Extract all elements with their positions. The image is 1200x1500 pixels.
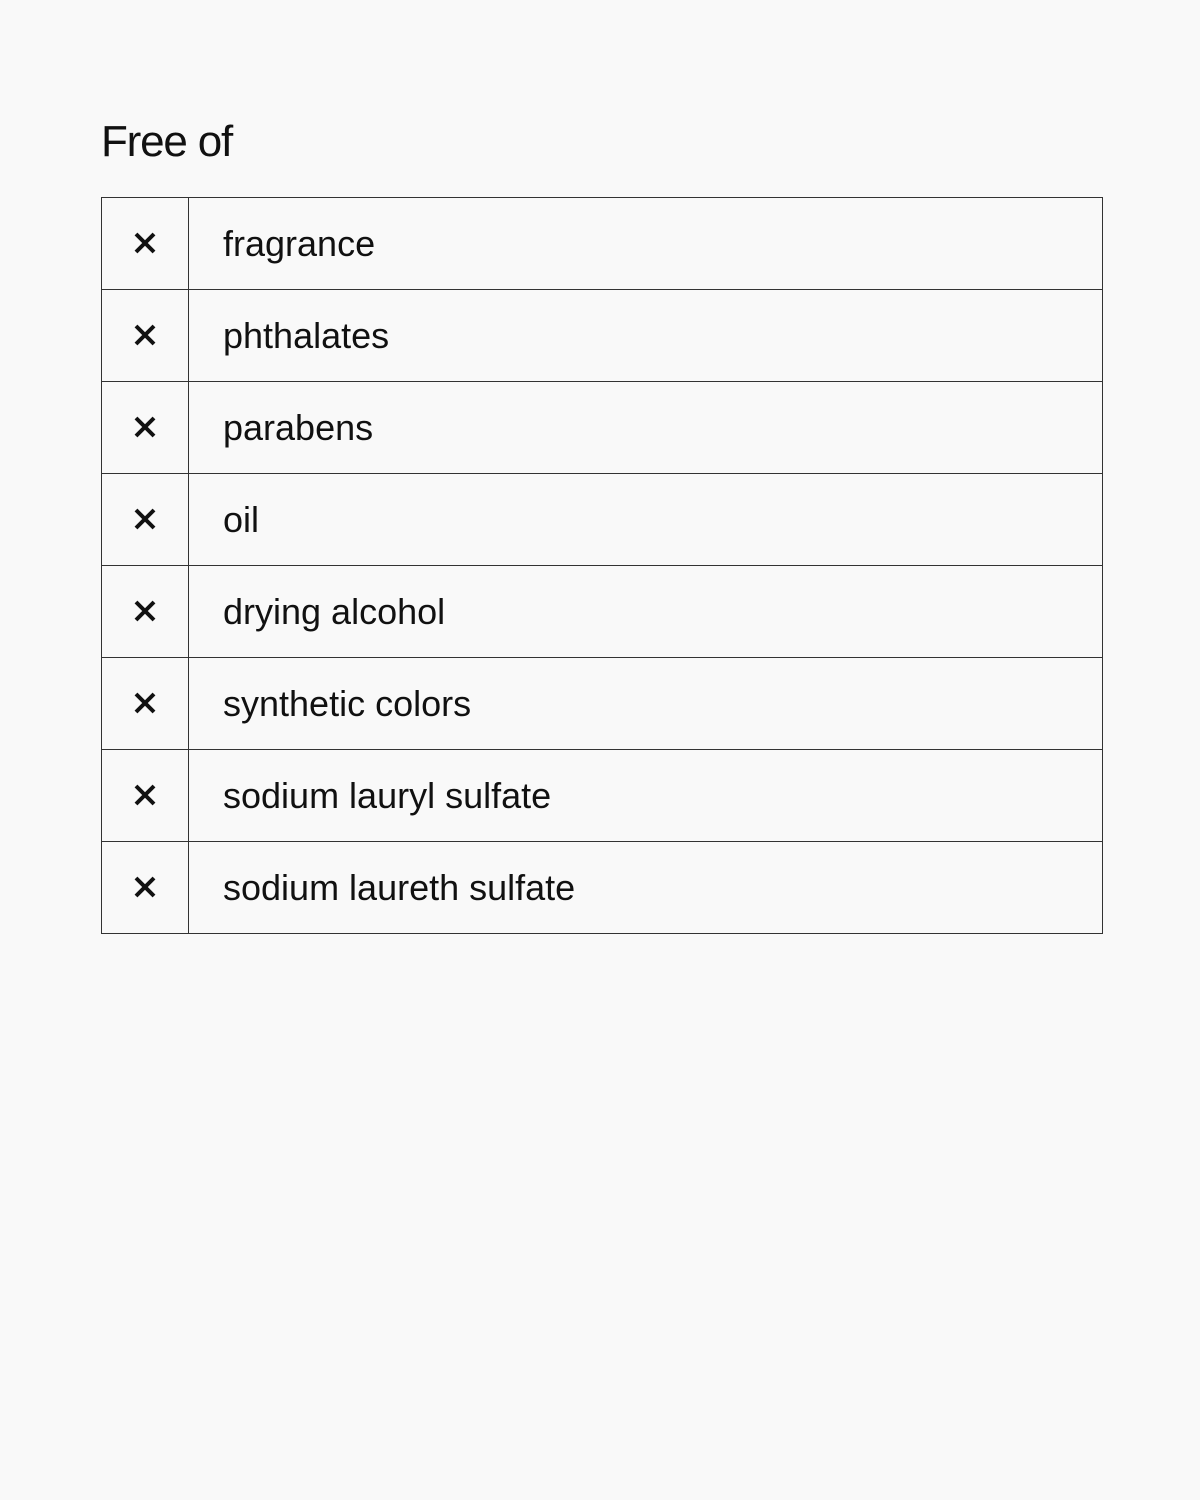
mark-cell [102,750,189,842]
mark-cell [102,842,189,934]
list-item [102,658,1103,750]
list-item [102,290,1103,382]
item-label: phthalates [189,290,1103,382]
list-item [102,566,1103,658]
list-item [102,198,1103,290]
item-label: synthetic colors [189,658,1103,750]
mark-cell [102,658,189,750]
list-item [102,382,1103,474]
x-mark-icon [133,875,157,899]
page-title: Free of [101,117,232,166]
x-mark-icon [133,323,157,347]
x-mark-icon [133,231,157,255]
mark-cell [102,474,189,566]
mark-cell [102,290,189,382]
x-mark-icon [133,415,157,439]
item-label: sodium lauryl sulfate [189,750,1103,842]
mark-cell [102,566,189,658]
x-mark-icon [133,507,157,531]
x-mark-icon [133,783,157,807]
mark-cell [102,198,189,290]
item-label: drying alcohol [189,566,1103,658]
item-label: oil [189,474,1103,566]
item-label: sodium laureth sulfate [189,842,1103,934]
free-of-list [102,198,1103,934]
mark-cell [102,382,189,474]
x-mark-icon [133,691,157,715]
item-label: parabens [189,382,1103,474]
free-of-table [101,197,1103,934]
list-item [102,842,1103,934]
x-mark-icon [133,599,157,623]
list-item [102,750,1103,842]
item-label: fragrance [189,198,1103,290]
list-item [102,474,1103,566]
